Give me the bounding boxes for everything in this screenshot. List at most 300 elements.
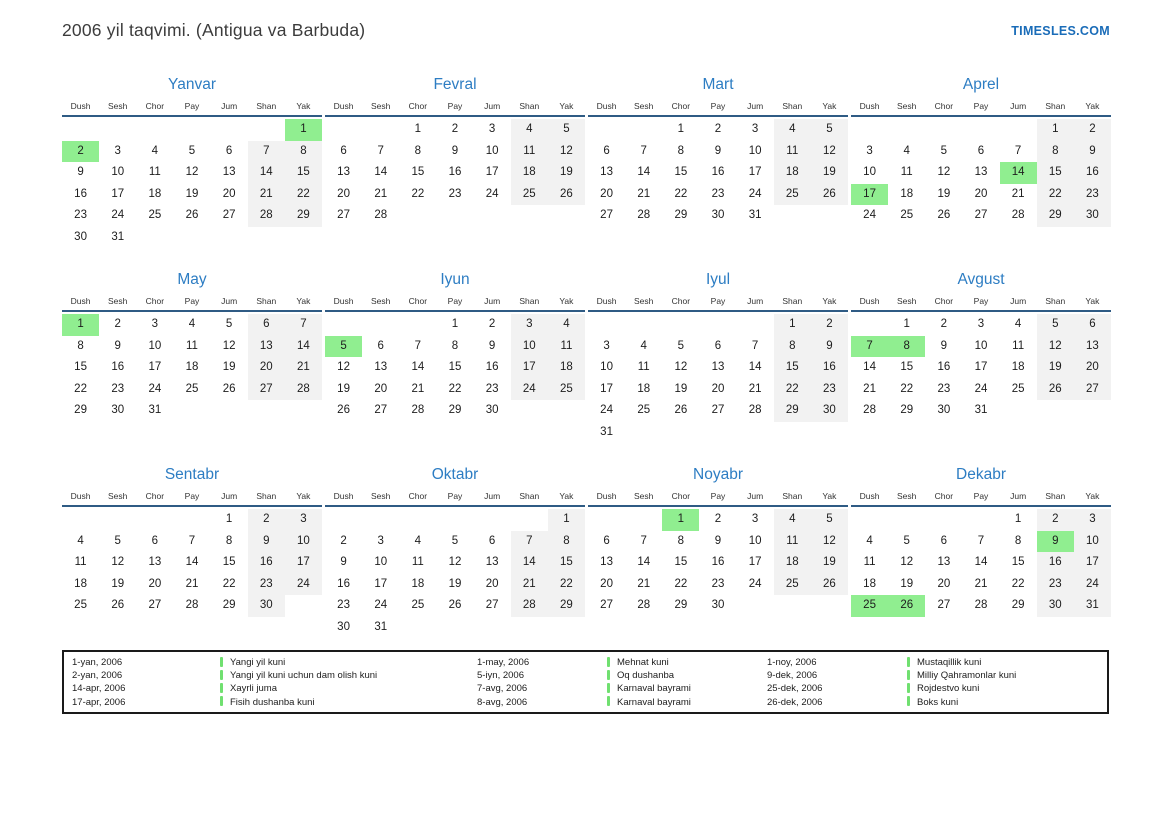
week-row — [62, 141, 322, 163]
day-cell: 29 — [900, 404, 914, 416]
day-cell: 20 — [248, 357, 285, 379]
day-cell: 6 — [377, 339, 384, 352]
month-avgust — [851, 270, 1111, 443]
legend-entry — [907, 682, 1107, 695]
week-row — [325, 141, 585, 163]
day-cell: 6 — [977, 144, 985, 157]
legend-entry-label: Oq dushanba — [617, 670, 675, 682]
legend-entry — [907, 656, 1107, 669]
day-cell: 21 — [1011, 187, 1025, 200]
weekday-label: Jum — [484, 101, 501, 111]
empty-cell — [136, 227, 173, 249]
empty-cell — [62, 119, 99, 141]
legend-entry — [220, 656, 477, 669]
weekday-label: Shan — [519, 101, 540, 111]
week-row — [62, 379, 322, 401]
empty-cell — [474, 205, 511, 227]
day-cell: 20 — [937, 577, 951, 590]
weekday-label: Chor — [145, 101, 165, 111]
day-cell: 13 — [248, 336, 285, 358]
month-title: Iyun — [440, 271, 470, 288]
day-cell: 12 — [337, 361, 350, 373]
day-cell: 5 — [903, 534, 910, 547]
week-row — [62, 509, 322, 531]
day-cell: 23 — [74, 209, 87, 221]
weekday-divider — [62, 115, 322, 117]
weekday-header-row — [325, 100, 585, 113]
day-cell: 1 — [662, 509, 699, 531]
day-cell: 6 — [225, 144, 233, 157]
weekday-divider — [62, 310, 322, 312]
weekday-label: Shan — [782, 296, 803, 306]
day-cell: 18 — [511, 162, 548, 184]
week-row — [851, 379, 1111, 401]
holiday-marker-icon — [607, 683, 610, 693]
legend-date: 2-yan, 2006 — [72, 670, 123, 682]
day-cell: 28 — [748, 404, 762, 416]
empty-cell — [399, 314, 436, 336]
day-cell: 3 — [751, 123, 759, 135]
day-cell: 2 — [811, 314, 848, 336]
day-cell: 21 — [863, 382, 876, 395]
week-row — [62, 595, 322, 617]
weekday-label: Yak — [822, 491, 837, 501]
legend-grid — [72, 656, 1107, 709]
weekday-label: Shan — [782, 491, 803, 501]
empty-cell — [436, 509, 473, 531]
weekday-label: Shan — [256, 101, 277, 111]
week-row — [851, 552, 1111, 574]
day-cell: 13 — [1074, 336, 1111, 358]
day-cell: 8 — [548, 531, 585, 553]
day-cell: 10 — [511, 336, 548, 358]
day-cell: 16 — [711, 556, 725, 568]
day-cell: 17 — [511, 357, 548, 379]
day-cell: 26 — [1037, 379, 1074, 401]
day-cell: 14 — [185, 556, 199, 568]
day-cell: 14 — [1000, 162, 1037, 184]
empty-cell — [362, 119, 399, 141]
day-cell: 14 — [863, 361, 876, 373]
day-cell: 7 — [248, 141, 285, 163]
day-cell: 19 — [448, 577, 462, 590]
day-cell: 7 — [640, 144, 647, 157]
legend-entry — [907, 696, 1107, 709]
day-cell: 17 — [748, 166, 762, 178]
weekday-label: Shan — [519, 296, 540, 306]
day-cell: 7 — [377, 144, 384, 157]
week-row — [588, 336, 848, 358]
day-cell: 29 — [774, 400, 811, 422]
day-cell: 31 — [1074, 595, 1111, 617]
empty-cell — [588, 314, 625, 336]
day-cell: 23 — [485, 382, 499, 395]
weekday-label: Dush — [70, 491, 91, 501]
day-cell: 17 — [111, 187, 125, 200]
day-cell: 3 — [751, 513, 759, 525]
weekday-label: Chor — [671, 491, 691, 501]
day-cell: 17 — [485, 166, 499, 178]
legend-date-column — [477, 656, 607, 709]
week-row — [851, 357, 1111, 379]
week-row — [851, 574, 1111, 596]
day-cell: 4 — [903, 144, 910, 157]
weekday-label: Chor — [934, 101, 954, 111]
week-row — [325, 595, 585, 617]
day-cell: 20 — [600, 577, 613, 590]
day-cell: 5 — [451, 534, 459, 547]
day-cell: 24 — [111, 209, 125, 221]
day-cell: 13 — [222, 166, 236, 178]
day-cell: 1 — [62, 314, 99, 336]
week-row — [62, 400, 322, 422]
day-cell: 21 — [748, 382, 762, 395]
day-cell: 22 — [900, 382, 914, 395]
empty-cell — [888, 119, 925, 141]
day-cell: 15 — [285, 162, 322, 184]
day-cell: 29 — [222, 599, 236, 611]
day-cell: 31 — [111, 230, 125, 243]
day-cell: 22 — [222, 577, 236, 590]
day-cell: 9 — [1074, 141, 1111, 163]
day-cell: 24 — [748, 577, 762, 590]
day-cell: 1 — [451, 318, 459, 330]
day-cell: 7 — [851, 336, 888, 358]
day-cell: 14 — [411, 361, 425, 373]
day-cell: 26 — [888, 595, 925, 617]
months-grid — [62, 75, 1111, 638]
legend-entry-label: Rojdestvo kuni — [917, 683, 980, 695]
day-cell: 1 — [1014, 513, 1022, 525]
day-cell: 11 — [1012, 339, 1025, 352]
weekday-divider — [325, 310, 585, 312]
week-row — [851, 119, 1111, 141]
day-cell: 9 — [451, 144, 459, 157]
day-cell: 6 — [940, 534, 948, 547]
day-cell: 8 — [677, 534, 685, 547]
day-cell: 13 — [711, 361, 725, 373]
week-row — [325, 531, 585, 553]
day-cell: 30 — [711, 599, 725, 611]
day-cell: 10 — [485, 144, 499, 157]
weekday-label: Dush — [70, 296, 91, 306]
day-cell: 5 — [677, 339, 685, 352]
legend-entry — [220, 669, 477, 682]
empty-cell — [248, 119, 285, 141]
day-cell: 13 — [148, 556, 162, 568]
day-cell: 30 — [937, 404, 951, 416]
holiday-marker-icon — [907, 683, 910, 693]
day-cell: 6 — [488, 534, 496, 547]
empty-cell — [511, 509, 548, 531]
weekday-header-row — [62, 490, 322, 503]
day-cell: 8 — [1037, 141, 1074, 163]
empty-cell — [588, 119, 625, 141]
day-cell: 30 — [248, 595, 285, 617]
day-cell: 10 — [148, 339, 162, 352]
empty-cell — [737, 595, 774, 617]
day-cell: 23 — [1074, 184, 1111, 206]
day-cell: 14 — [511, 552, 548, 574]
day-cell: 30 — [1037, 595, 1074, 617]
day-cell: 5 — [811, 119, 848, 141]
day-cell: 2 — [340, 534, 347, 547]
empty-cell — [511, 617, 548, 639]
holiday-marker-icon — [220, 683, 223, 693]
empty-cell — [248, 400, 285, 422]
empty-cell — [511, 400, 548, 422]
day-cell: 2 — [62, 141, 99, 163]
day-cell: 16 — [937, 361, 951, 373]
empty-cell — [851, 119, 888, 141]
weekday-label: Dush — [859, 296, 880, 306]
empty-cell — [362, 509, 399, 531]
day-cell: 27 — [1074, 379, 1111, 401]
empty-cell — [248, 227, 285, 249]
legend-date: 1-may, 2006 — [477, 657, 530, 668]
week-row — [325, 617, 585, 639]
day-cell: 25 — [511, 184, 548, 206]
weekday-label: Yak — [296, 101, 311, 111]
day-cell: 10 — [1074, 531, 1111, 553]
month-mart — [588, 75, 848, 248]
day-cell: 28 — [248, 205, 285, 227]
day-cell: 2 — [714, 513, 722, 525]
empty-cell — [173, 509, 210, 531]
day-cell: 5 — [225, 318, 233, 330]
weekday-label: Chor — [408, 101, 428, 111]
weekday-label: Shan — [1045, 296, 1066, 306]
week-row — [62, 227, 322, 249]
month-sentabr — [62, 465, 322, 638]
day-cell: 4 — [77, 534, 84, 547]
day-cell: 20 — [148, 577, 162, 590]
day-cell: 4 — [774, 509, 811, 531]
day-cell: 19 — [222, 361, 236, 373]
day-cell: 2 — [1074, 119, 1111, 141]
legend-entry-label: Mustaqillik kuni — [917, 657, 982, 668]
weekday-divider — [62, 505, 322, 507]
day-cell: 6 — [603, 144, 610, 157]
week-row — [588, 531, 848, 553]
weekday-label: Yak — [296, 296, 311, 306]
empty-cell — [474, 509, 511, 531]
day-cell: 29 — [674, 209, 688, 221]
day-cell: 14 — [748, 361, 762, 373]
day-cell: 4 — [866, 534, 873, 547]
empty-cell — [325, 509, 362, 531]
day-cell: 9 — [77, 166, 84, 178]
legend-entry — [607, 682, 767, 695]
day-cell: 30 — [337, 620, 350, 633]
month-oktabr — [325, 465, 585, 638]
weekday-label: Yak — [559, 101, 574, 111]
month-title: Avgust — [957, 271, 1005, 288]
empty-cell — [99, 119, 136, 141]
weekday-label: Pay — [184, 101, 200, 111]
weekday-label: Pay — [447, 101, 463, 111]
day-cell: 16 — [711, 166, 725, 178]
day-cell: 11 — [511, 141, 548, 163]
week-row — [588, 119, 848, 141]
empty-cell — [99, 509, 136, 531]
day-cell: 22 — [411, 187, 425, 200]
day-cell: 23 — [1037, 574, 1074, 596]
day-cell: 27 — [222, 209, 236, 221]
week-row — [62, 314, 322, 336]
empty-cell — [62, 509, 99, 531]
day-cell: 8 — [414, 144, 422, 157]
day-cell: 20 — [1074, 357, 1111, 379]
day-cell: 20 — [222, 187, 236, 200]
empty-cell — [699, 422, 736, 444]
day-cell: 31 — [148, 404, 162, 416]
day-cell: 12 — [811, 531, 848, 553]
week-row — [588, 141, 848, 163]
day-cell: 9 — [714, 534, 722, 547]
weekday-divider — [851, 505, 1111, 507]
day-cell: 21 — [637, 577, 651, 590]
empty-cell — [925, 119, 962, 141]
day-cell: 25 — [774, 574, 811, 596]
weekday-label: Sesh — [108, 101, 128, 111]
day-cell: 4 — [511, 119, 548, 141]
weekday-label: Chor — [934, 491, 954, 501]
week-row — [62, 531, 322, 553]
day-cell: 12 — [111, 556, 125, 568]
weekday-label: Yak — [559, 296, 574, 306]
day-cell: 5 — [114, 534, 121, 547]
day-cell: 3 — [377, 534, 384, 547]
weekday-divider — [325, 505, 585, 507]
day-cell: 1 — [677, 123, 685, 135]
weekday-header-row — [588, 295, 848, 308]
brand-link[interactable]: TIMESLES.COM — [1011, 24, 1110, 38]
day-cell: 30 — [485, 404, 499, 416]
weekday-label: Yak — [296, 491, 311, 501]
day-cell: 15 — [1011, 556, 1025, 568]
day-cell: 25 — [900, 209, 914, 221]
day-cell: 19 — [185, 187, 199, 200]
weekday-label: Dush — [596, 491, 617, 501]
weekday-label: Pay — [447, 491, 463, 501]
empty-cell — [136, 509, 173, 531]
week-row — [62, 119, 322, 141]
day-cell: 20 — [711, 382, 725, 395]
weekday-label: Chor — [934, 296, 954, 306]
empty-cell — [625, 119, 662, 141]
weekday-label: Pay — [184, 491, 200, 501]
day-cell: 20 — [600, 187, 613, 200]
day-cell: 21 — [285, 357, 322, 379]
weekday-label: Pay — [710, 491, 726, 501]
weekday-label: Dush — [333, 491, 354, 501]
day-cell: 8 — [677, 144, 685, 157]
empty-cell — [625, 314, 662, 336]
week-row — [588, 400, 848, 422]
weekday-label: Sesh — [634, 296, 654, 306]
month-iyul — [588, 270, 848, 443]
week-row — [325, 314, 585, 336]
month-title: Oktabr — [431, 466, 479, 483]
day-cell: 26 — [222, 382, 236, 395]
day-cell: 9 — [248, 531, 285, 553]
day-cell: 5 — [940, 144, 948, 157]
weekday-label: Sesh — [371, 101, 391, 111]
day-cell: 7 — [640, 534, 647, 547]
day-cell: 3 — [285, 509, 322, 531]
day-cell: 22 — [448, 382, 462, 395]
week-row — [588, 379, 848, 401]
legend-entry-label: Mehnat kuni — [617, 657, 669, 668]
day-cell: 8 — [451, 339, 459, 352]
day-cell: 24 — [600, 404, 613, 416]
weekday-divider — [325, 115, 585, 117]
day-cell: 25 — [548, 379, 585, 401]
weekday-divider — [588, 115, 848, 117]
weekday-label: Pay — [973, 101, 989, 111]
day-cell: 23 — [448, 187, 462, 200]
day-cell: 22 — [674, 577, 688, 590]
weekday-label: Sesh — [108, 296, 128, 306]
day-cell: 8 — [225, 534, 233, 547]
empty-cell — [136, 119, 173, 141]
week-row — [851, 162, 1111, 184]
day-cell: 21 — [637, 187, 651, 200]
month-title: Iyul — [705, 271, 731, 288]
day-cell: 13 — [974, 166, 988, 178]
month-title: Yanvar — [168, 76, 216, 93]
day-cell: 16 — [1037, 552, 1074, 574]
day-cell: 1 — [225, 513, 233, 525]
empty-cell — [548, 205, 585, 227]
day-cell: 17 — [600, 382, 613, 395]
week-row — [325, 552, 585, 574]
month-title: Fevral — [433, 76, 477, 93]
weekday-label: Jum — [1010, 491, 1027, 501]
day-cell: 29 — [285, 205, 322, 227]
day-cell: 12 — [937, 166, 951, 178]
day-cell: 2 — [488, 318, 496, 330]
day-cell: 17 — [148, 361, 162, 373]
weekday-header-row — [588, 490, 848, 503]
weekday-header-row — [62, 295, 322, 308]
legend-entry-label: Yangi yil kuni uchun dam olish kuni — [230, 670, 378, 682]
day-cell: 17 — [974, 361, 988, 373]
weekday-label: Sesh — [634, 491, 654, 501]
weekday-label: Shan — [782, 101, 803, 111]
weekday-label: Pay — [184, 296, 200, 306]
weekday-label: Dush — [333, 101, 354, 111]
day-cell: 16 — [248, 552, 285, 574]
day-cell: 28 — [285, 379, 322, 401]
empty-cell — [211, 119, 248, 141]
holiday-marker-icon — [907, 657, 910, 667]
day-cell: 23 — [711, 187, 725, 200]
day-cell: 28 — [374, 209, 388, 221]
day-cell: 27 — [711, 404, 725, 416]
day-cell: 2 — [451, 123, 459, 135]
day-cell: 2 — [940, 318, 948, 330]
weekday-label: Jum — [1010, 296, 1027, 306]
empty-cell — [1074, 400, 1111, 422]
week-row — [325, 336, 585, 358]
day-cell: 11 — [774, 531, 811, 553]
day-cell: 15 — [774, 357, 811, 379]
day-cell: 14 — [285, 336, 322, 358]
weekday-label: Jum — [1010, 101, 1027, 111]
weekday-label: Jum — [221, 101, 238, 111]
